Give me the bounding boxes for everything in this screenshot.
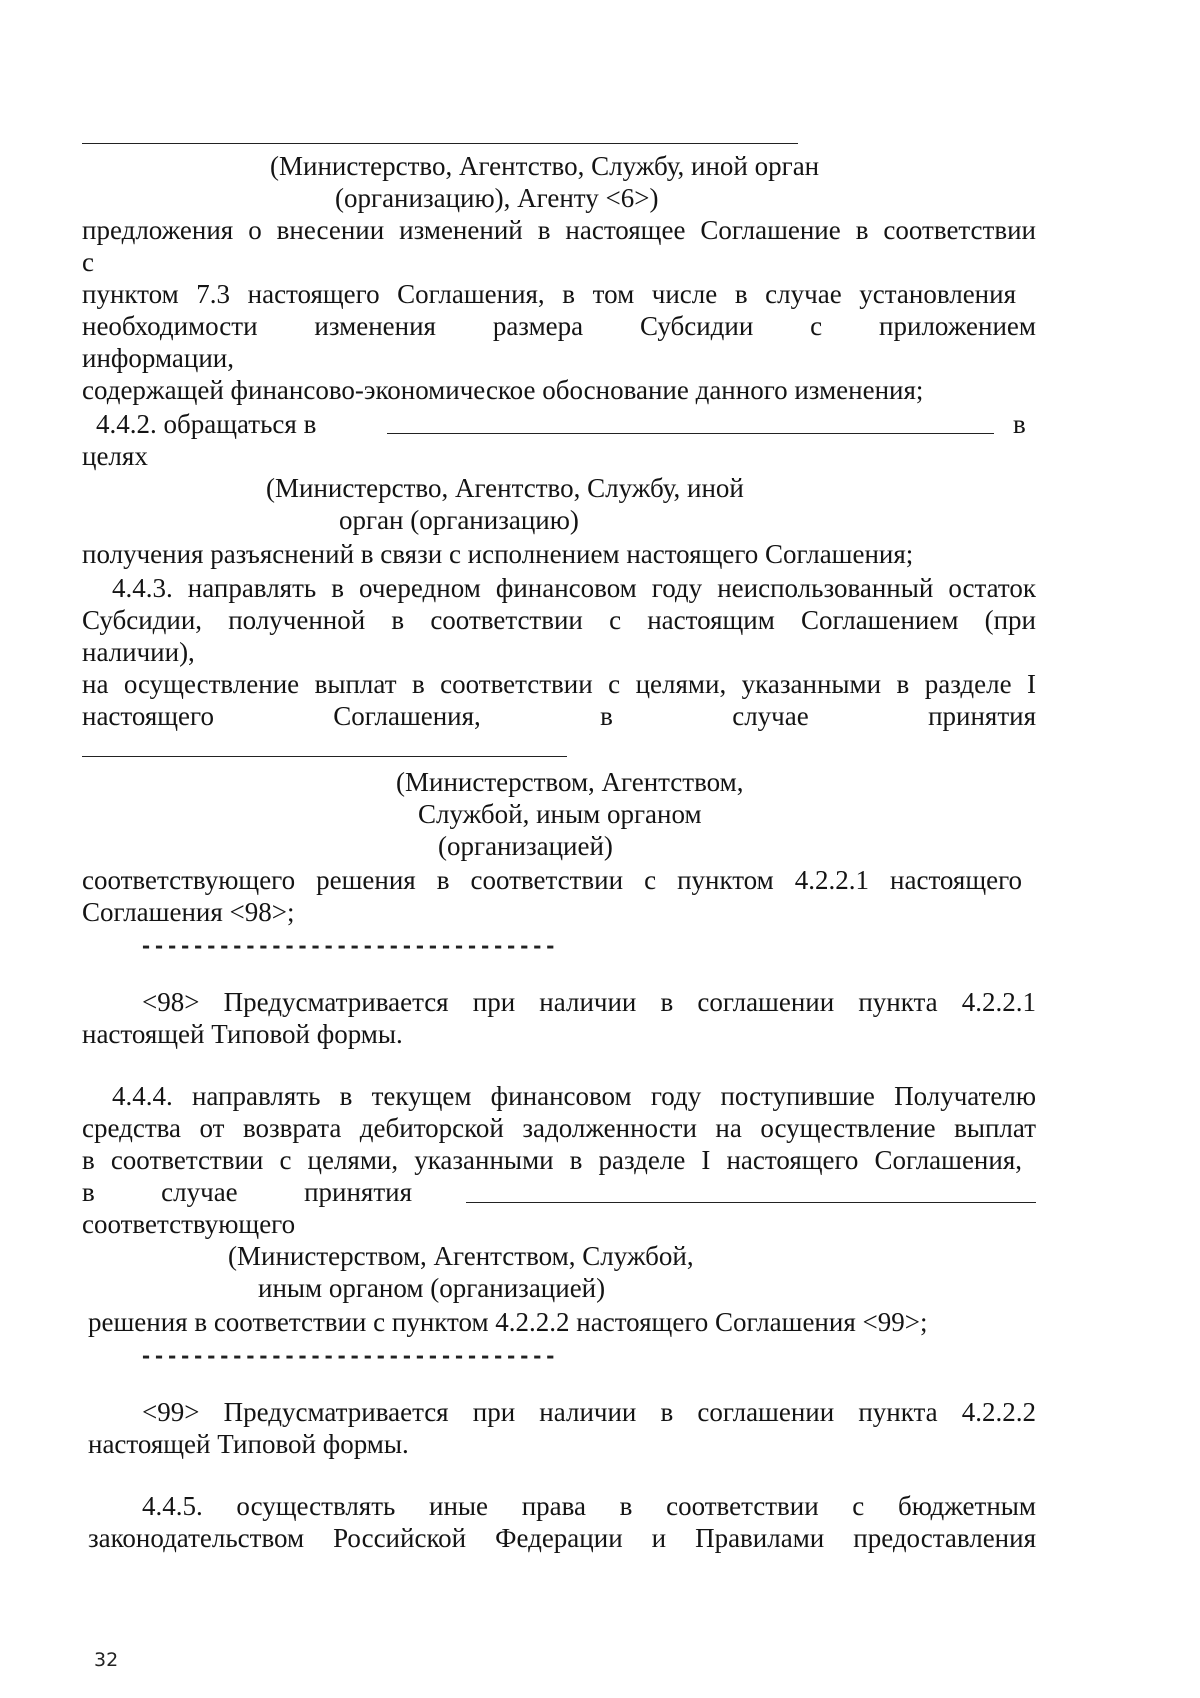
annotation-line: (организацию), Агенту <6>) xyxy=(335,183,659,213)
clause-4-4-5: 4.4.5. осуществлять иные права в соответствии с бюджетным xyxy=(142,1491,1036,1521)
text-line: с xyxy=(82,247,94,277)
clause-4-4-3: 4.4.3. направлять в очередном финансовом году неиспользованный остаток xyxy=(112,573,1036,603)
text-line: пунктом 7.3 настоящего Соглашения, в том числе в случае установления xyxy=(82,279,1016,309)
blank-line-3 xyxy=(82,756,567,757)
text-line: средства от возврата дебиторской задолженности на осуществление выплат xyxy=(82,1113,1036,1143)
text-line: предложения о внесении изменений в настоящее Соглашение в соответствии xyxy=(82,215,1036,245)
text-line: соответствующего решения в соответствии с пунктом 4.2.2.1 настоящего xyxy=(82,865,1022,895)
text-line: настоящей Типовой формы. xyxy=(88,1429,409,1459)
text-line: Субсидии, полученной в соответствии с настоящим Соглашением (при xyxy=(82,605,1036,635)
blank-line-1 xyxy=(82,143,798,144)
text-line: настоящей Типовой формы. xyxy=(82,1019,403,1049)
text-line: настоящего Соглашения, в случае принятия xyxy=(82,701,1036,731)
text-line: в xyxy=(1013,409,1026,439)
annotation-line: (Министерство, Агентство, Службу, иной xyxy=(266,473,744,503)
annotation-line: Службой, иным органом xyxy=(418,799,702,829)
annotation-line: (организацией) xyxy=(438,831,613,861)
text-line: информации, xyxy=(82,343,234,373)
annotation-line: орган (организацию) xyxy=(339,505,579,535)
blank-line-4 xyxy=(466,1202,1036,1203)
annotation-line: (Министерством, Агентством, Службой, xyxy=(228,1241,694,1271)
text-line: необходимости изменения размера Субсидии с приложением xyxy=(82,311,1036,341)
text-line: целях xyxy=(82,441,148,471)
page-number: 32 xyxy=(94,1649,119,1671)
footnote-separator: -------------------------------- xyxy=(140,1344,558,1368)
blank-line-2 xyxy=(387,433,994,434)
text-line: решения в соответствии с пунктом 4.2.2.2 настоящего Соглашения <99>; xyxy=(88,1307,928,1337)
footnote-99: <99> Предусматривается при наличии в соглашении пункта 4.2.2.2 xyxy=(142,1397,1036,1427)
footnote-separator: -------------------------------- xyxy=(140,934,558,958)
text-line: содержащей финансово-экономическое обоснование данного изменения; xyxy=(82,375,924,405)
clause-4-4-2: 4.4.2. обращаться в xyxy=(96,409,317,439)
text-line: на осуществление выплат в соответствии с целями, указанными в разделе I xyxy=(82,669,1036,699)
clause-4-4-4: 4.4.4. направлять в текущем финансовом году поступившие Получателю xyxy=(112,1081,1036,1111)
text-line: Соглашения <98>; xyxy=(82,897,295,927)
text-line: в случае принятия xyxy=(82,1177,412,1207)
text-line: соответствующего xyxy=(82,1209,296,1239)
text-line: в соответствии с целями, указанными в разделе I настоящего Соглашения, xyxy=(82,1145,1022,1175)
text-line: наличии), xyxy=(82,637,195,667)
annotation-line: (Министерство, Агентство, Службу, иной орган xyxy=(270,151,820,181)
footnote-98: <98> Предусматривается при наличии в соглашении пункта 4.2.2.1 xyxy=(142,987,1036,1017)
annotation-line: (Министерством, Агентством, xyxy=(396,767,744,797)
text-line: законодательством Российской Федерации и Правилами предоставления xyxy=(88,1523,1036,1553)
annotation-line: иным органом (организацией) xyxy=(258,1273,606,1303)
text-line: получения разъяснений в связи с исполнением настоящего Соглашения; xyxy=(82,539,914,569)
